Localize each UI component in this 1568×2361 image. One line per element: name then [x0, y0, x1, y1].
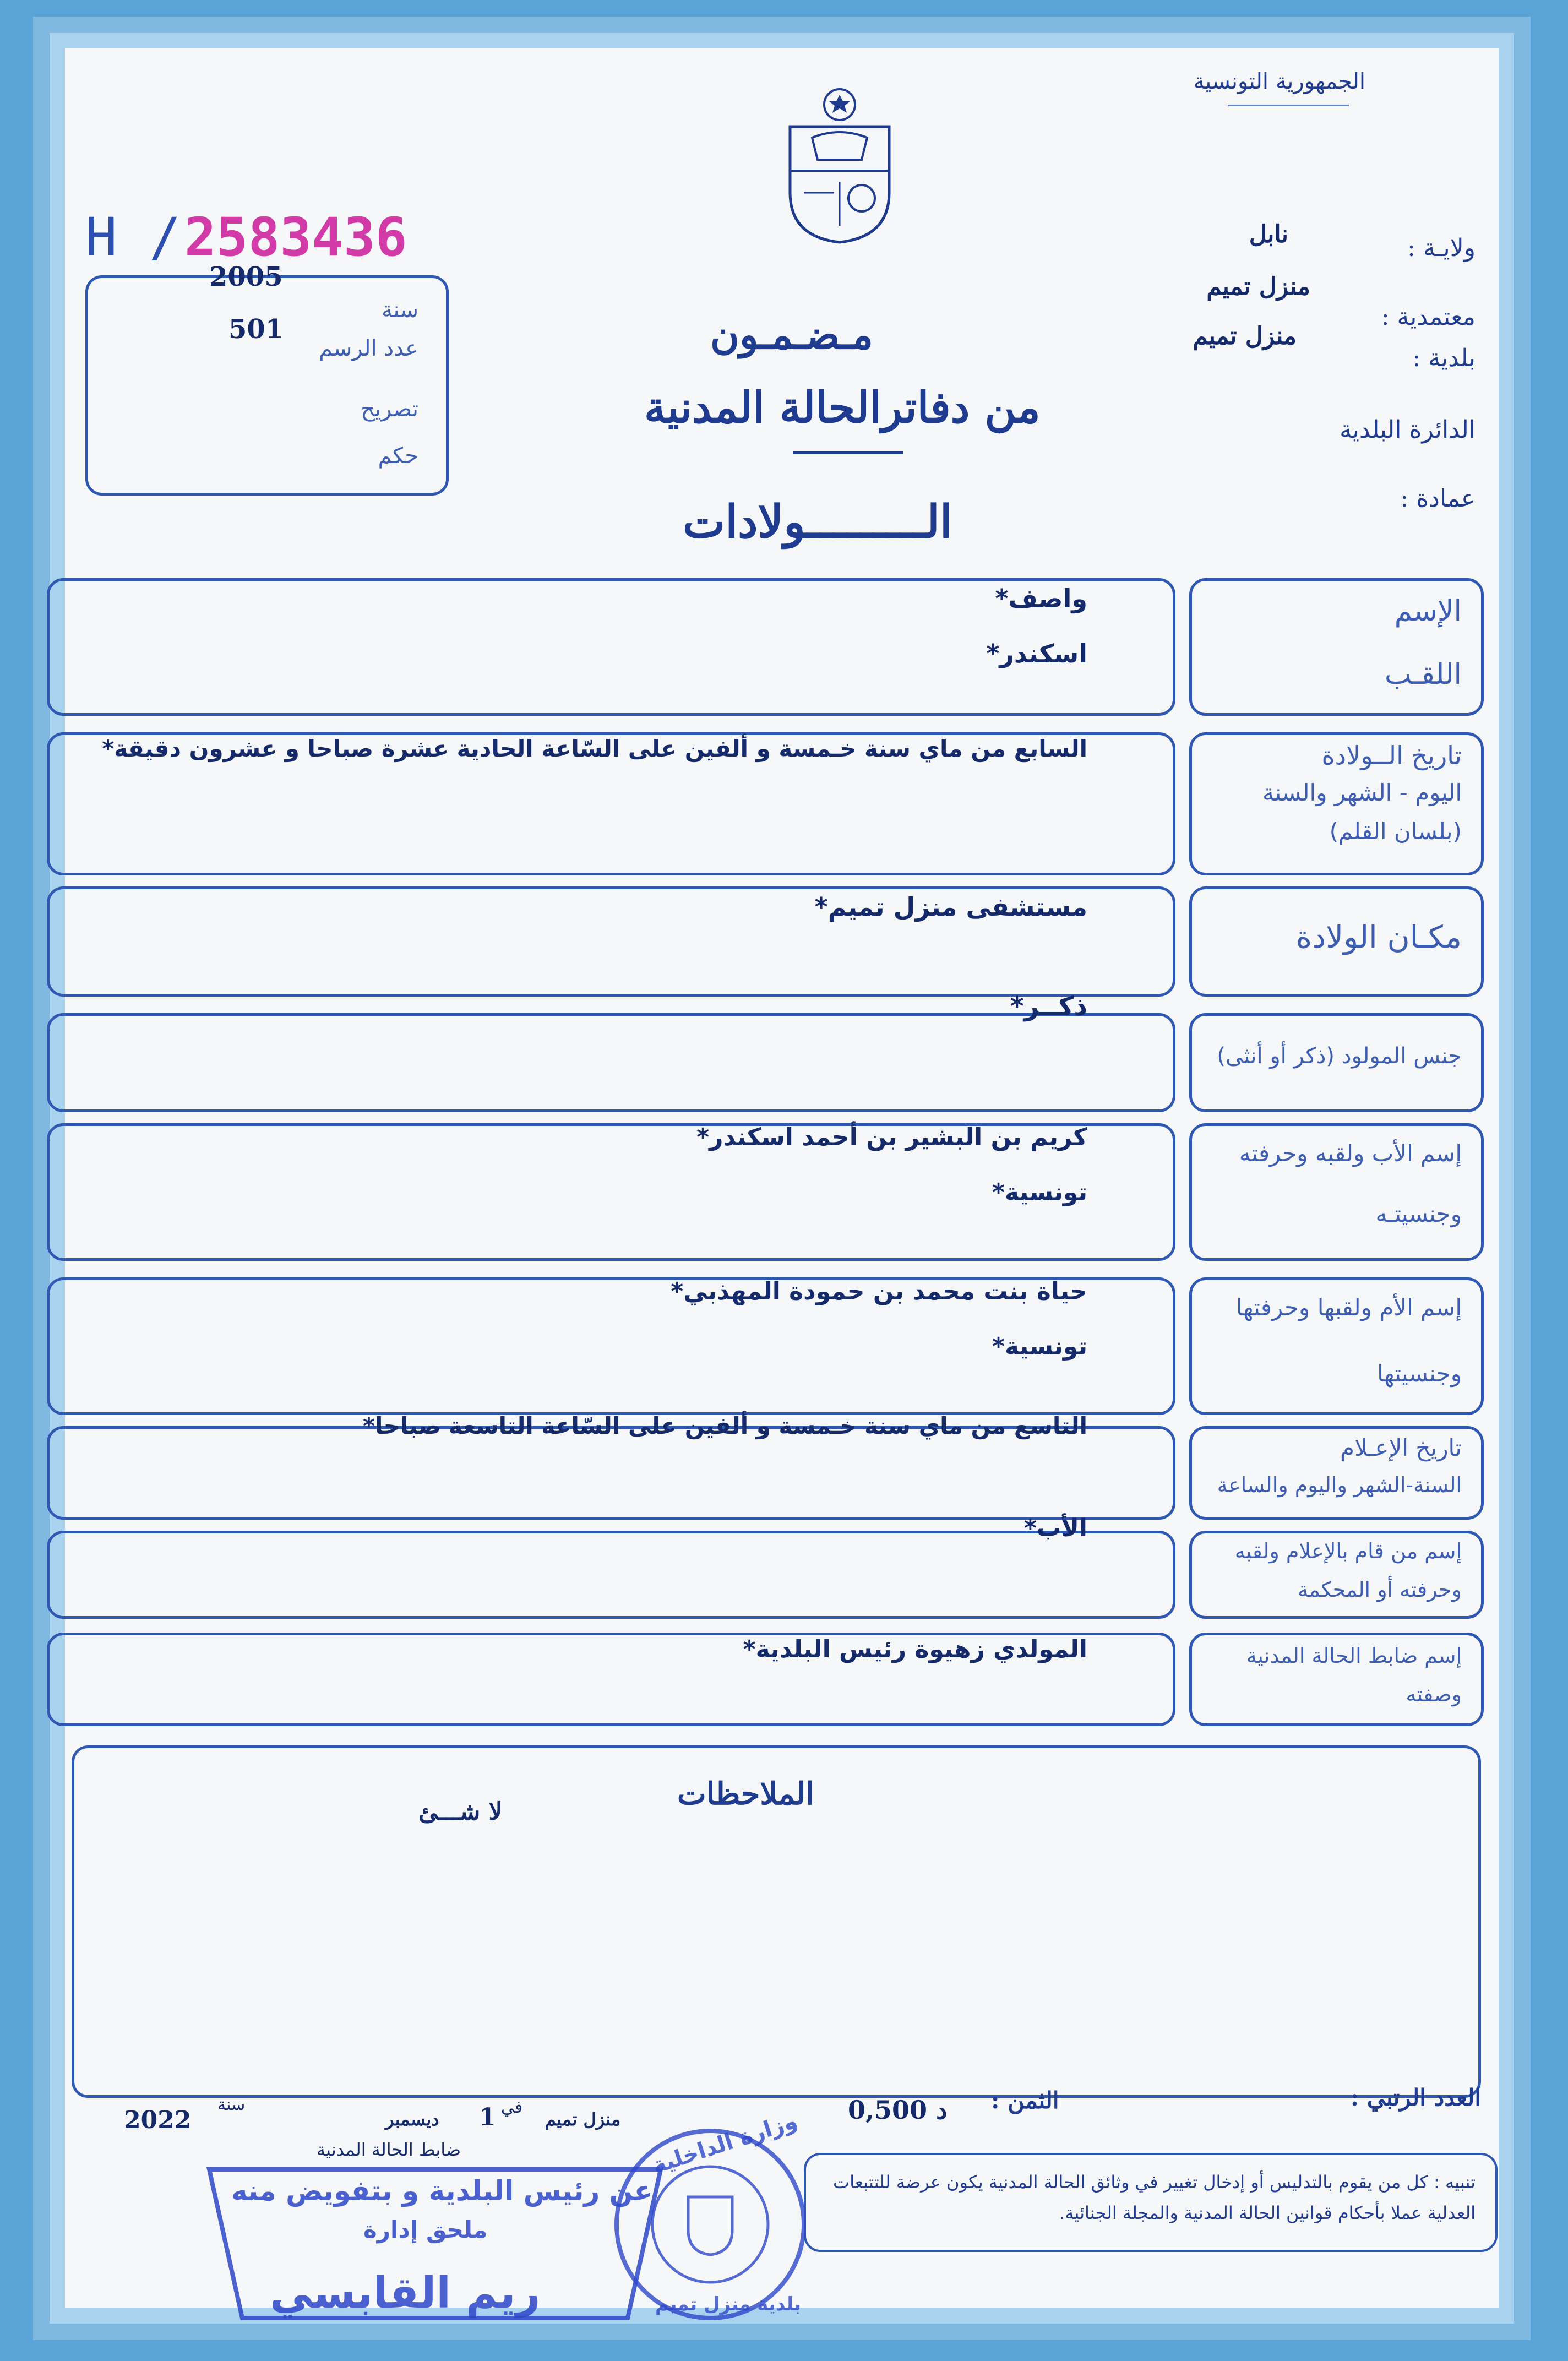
document-paper: [33, 17, 1531, 2340]
registry-number-label: عدد الرسم: [319, 336, 418, 361]
remarks-label: الملاحظات: [677, 1776, 814, 1812]
delegation-label: معتمدية :: [1381, 303, 1476, 331]
serial-number: 2583436: [184, 206, 407, 268]
birthplace-label: مكـان الولادة: [1295, 920, 1462, 955]
stamp-rect-line2: ملحق إدارة: [363, 2216, 488, 2243]
sector-label: عمادة :: [1400, 485, 1476, 513]
state-value: نابل: [1249, 220, 1288, 248]
birthdate-label: تاريخ الــولادة: [1321, 741, 1462, 770]
stamp-rect-name: ريم القابسي: [270, 2268, 541, 2318]
remarks-value: لا شـــئ: [418, 1798, 503, 1826]
footer-year: 2022: [124, 2106, 192, 2134]
declarant-value: الأب*: [1023, 1514, 1087, 1542]
birthdate-in-words-label: (بلسان القلم): [1329, 818, 1462, 845]
registry-year-value: 2005: [209, 262, 283, 292]
section-births: الـــــــــولادات: [683, 496, 952, 548]
registry-number-value: 501: [228, 314, 284, 345]
footer-officer: ضابط الحالة المدنية: [317, 2139, 461, 2160]
title-underline: [793, 451, 903, 454]
sex-label: جنس المولود (ذكر أو أنثى): [1217, 1043, 1462, 1069]
footer-month: ديسمبر: [385, 2109, 439, 2130]
registry-year-label: سنة: [381, 297, 418, 323]
price-label: الثمن :: [991, 2087, 1059, 2114]
first-name-value: واصف*: [995, 584, 1087, 613]
mother-value: حياة بنت محمد بن حمودة المهذبي*: [671, 1277, 1087, 1305]
declarant-sublabel: وحرفته أو المحكمة: [1298, 1577, 1462, 1602]
warning-text: تنبيه : كل من يقوم بالتدليس أو إدخال تغيير في وثائق الحالة المدنية يكون عرضة للتتبعات العدلية عملا بأحكام قوانين الحالة المدنية والمجلة الجنائية.: [832, 2172, 1476, 2223]
mother-nationality-value: تونسية*: [992, 1332, 1087, 1361]
declaration-date-label: تاريخ الإعـلام: [1340, 1434, 1462, 1461]
officer-sublabel: وصفته: [1406, 1682, 1462, 1706]
row-sex-value-box: [47, 1013, 1175, 1112]
father-label: إسم الأب ولقبه وحرفته: [1239, 1140, 1462, 1167]
officer-value: المولدي زهيوة رئيس البلدية*: [743, 1635, 1087, 1663]
registry-declaration-label: تصريح: [361, 396, 418, 422]
title-registers: من دفاترالحالة المدنية: [644, 383, 1041, 433]
declaration-date-sublabel: السنة-الشهر واليوم والساعة: [1217, 1473, 1462, 1497]
declarant-label: إسم من قام بالإعلام ولقبه: [1234, 1539, 1462, 1563]
stamp-round-bottom: بلدية منزل تميم: [655, 2293, 802, 2315]
delegation-value: منزل تميم: [1206, 273, 1310, 301]
declaration-date-value: التاسع من ماي سنة خـمسة و ألفين على السّاعة التاسعة صباحا*: [363, 1412, 1087, 1439]
serial-prefix: H /: [85, 206, 181, 268]
footer-place: منزل تميم: [545, 2109, 621, 2130]
tunisia-emblem-icon: [779, 83, 900, 248]
sex-value: ذكــر*: [1010, 991, 1087, 1022]
municipality-value: منزل تميم: [1193, 322, 1297, 350]
state-label: ولايـة :: [1407, 234, 1476, 262]
row-declarant-value-box: [47, 1531, 1175, 1619]
district-label: الدائرة البلدية: [1340, 416, 1476, 444]
row-declaration-date-value-box: [47, 1426, 1175, 1520]
last-name-label: اللقـب: [1384, 658, 1462, 691]
birthplace-value: مستشفى منزل تميم*: [814, 892, 1087, 922]
officer-label: إسم ضابط الحالة المدنية: [1246, 1644, 1462, 1668]
title-content: مـضـمـون: [710, 311, 873, 358]
stamp-round-top: وزارة الداخلية: [649, 2108, 801, 2179]
father-nationality-value: تونسية*: [992, 1178, 1087, 1206]
first-name-label: الإسم: [1394, 595, 1462, 628]
father-value: كريم بن البشير بن أحمد اسكندر*: [696, 1123, 1087, 1151]
father-nationality-label: وجنسيتـه: [1375, 1200, 1462, 1227]
birthdate-value: السابع من ماي سنة خـمسة و ألفين على السّاعة الحادية عشرة صباحا و عشرون دقيقة*: [102, 735, 1087, 762]
price-value: 0,500 د: [848, 2095, 948, 2125]
mother-nationality-label: وجنسيتها: [1377, 1360, 1462, 1387]
municipality-label: بلدية :: [1412, 344, 1476, 372]
last-name-value: اسكندر*: [986, 639, 1087, 668]
order-label: العدد الرتبي :: [1350, 2084, 1481, 2111]
footer-year-label: سنة: [217, 2095, 246, 2114]
registry-judgment-label: حكم: [378, 443, 418, 469]
footer-day: 1: [479, 2103, 496, 2131]
birthdate-sublabel: اليوم - الشهر والسنة: [1262, 779, 1462, 806]
republic-underline: [1228, 105, 1349, 106]
mother-label: إسم الأم ولقبها وحرفتها: [1236, 1294, 1462, 1321]
stamp-rect-line1: عن رئيس البلدية و بتفويض منه: [231, 2175, 653, 2207]
footer-in-word: في: [501, 2098, 523, 2117]
republic-label: الجمهورية التونسية: [1193, 69, 1365, 94]
